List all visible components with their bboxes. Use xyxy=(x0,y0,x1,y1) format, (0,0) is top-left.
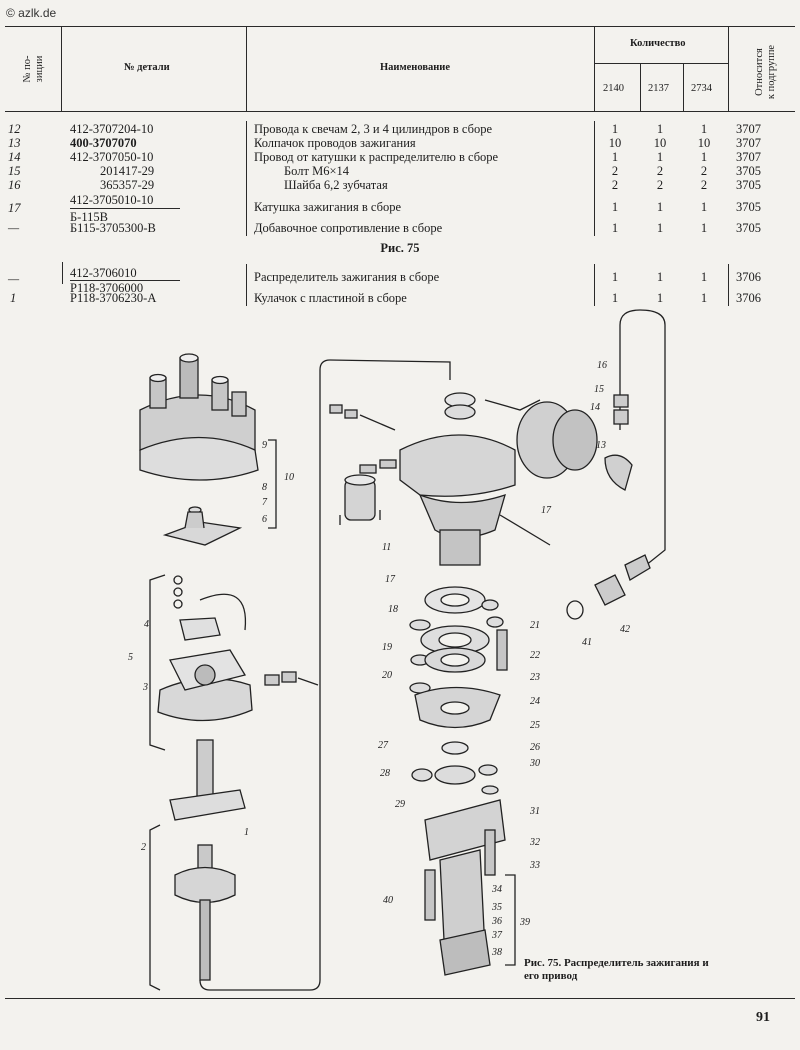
callout-5: 5 xyxy=(128,652,133,663)
callout-25: 25 xyxy=(530,720,540,731)
callout-26: 26 xyxy=(530,742,540,753)
callout-32: 32 xyxy=(530,837,540,848)
table-row: 17 412-3705010-10 Б-115В Катушка зажигания в сборе 1 1 1 3705 xyxy=(8,193,761,224)
figure-caption: Рис. 75. Распределитель зажигания и его привод xyxy=(524,957,709,982)
callout-36: 36 xyxy=(492,916,502,927)
callout-29: 29 xyxy=(395,799,405,810)
callout-2: 2 xyxy=(141,842,146,853)
callout-39: 39 xyxy=(520,917,530,928)
table-row: 13 400-3707070 Колпачок проводов зажигания 10 10 10 3707 xyxy=(8,136,761,150)
callout-13: 13 xyxy=(596,440,606,451)
callout-30: 30 xyxy=(530,758,540,769)
quantity-subrule xyxy=(594,63,728,64)
callout-4: 4 xyxy=(144,619,149,630)
callout-37: 37 xyxy=(492,930,502,941)
header-group: Относится к подгруппе xyxy=(754,44,777,100)
callout-31: 31 xyxy=(530,806,540,817)
header-quantity: Количество xyxy=(630,38,686,49)
callout-42: 42 xyxy=(620,624,630,635)
page-number: 91 xyxy=(756,1010,770,1025)
header-name: Наименование xyxy=(380,62,450,73)
table-row: — 412-3706010 Р118-3706000 Распределитель зажигания в сборе 1 1 1 3706 xyxy=(8,266,761,295)
header-model: 2137 xyxy=(648,83,669,94)
rotor-drawing xyxy=(165,507,240,545)
callout-16: 16 xyxy=(597,360,607,371)
callout-23: 23 xyxy=(530,672,540,683)
header-model: 2140 xyxy=(603,83,624,94)
table-row: 15 201417-29 Болт М6×14 2 2 2 3705 xyxy=(8,164,761,178)
callout-6: 6 xyxy=(262,514,267,525)
col-divider xyxy=(61,26,62,111)
callout-3: 3 xyxy=(143,682,148,693)
col-divider xyxy=(246,26,247,111)
callout-7: 7 xyxy=(262,497,267,508)
col-divider xyxy=(728,26,729,111)
shaft-drawing xyxy=(170,740,245,980)
distributor-body-drawing xyxy=(400,393,597,565)
callout-22: 22 xyxy=(530,650,540,661)
callout-19: 19 xyxy=(382,642,392,653)
callout-17b: 17 xyxy=(385,574,395,585)
callout-27: 27 xyxy=(378,740,388,751)
callout-1: 1 xyxy=(244,827,249,838)
section-title: Рис. 75 xyxy=(380,241,420,255)
distributor-exploded-diagram xyxy=(0,300,800,1000)
ignition-coil-drawing xyxy=(330,405,396,525)
callout-11: 11 xyxy=(382,542,392,553)
table-header-rule xyxy=(5,111,795,112)
table-row: 12 412-3707204-10 Провода к свечам 2, 3 и 4 цилиндров в сборе 1 1 1 3707 xyxy=(8,122,761,136)
table-row: 1 Р118-3706230-А Кулачок с пластиной в сборе 1 1 1 3706 xyxy=(10,291,761,305)
row-separator xyxy=(70,208,180,209)
callout-28: 28 xyxy=(380,768,390,779)
header-position: № по- зиции xyxy=(22,55,45,83)
table-top-rule xyxy=(5,26,795,27)
callout-10: 10 xyxy=(284,472,294,483)
footer-rule xyxy=(5,998,795,999)
header-part-number: № детали xyxy=(124,62,170,73)
callout-24: 24 xyxy=(530,696,540,707)
callout-41: 41 xyxy=(582,637,592,648)
callout-40: 40 xyxy=(383,895,393,906)
callout-38: 38 xyxy=(492,947,502,958)
watermark: © azlk.de xyxy=(6,6,57,20)
table-row: — Б115-3705300-В Добавочное сопротивление в сборе 1 1 1 3705 xyxy=(8,221,761,235)
col-divider xyxy=(640,63,641,111)
table-row: 14 412-3707050-10 Провод от катушки к распределителю в сборе 1 1 1 3707 xyxy=(8,150,761,164)
callout-18: 18 xyxy=(388,604,398,615)
breaker-plate-drawing xyxy=(158,576,318,721)
callout-8: 8 xyxy=(262,482,267,493)
callout-33: 33 xyxy=(530,860,540,871)
callout-15: 15 xyxy=(594,384,604,395)
row-separator xyxy=(70,280,180,281)
callout-17: 17 xyxy=(541,505,551,516)
callout-34: 34 xyxy=(492,884,502,895)
col-divider xyxy=(594,26,595,111)
header-model: 2734 xyxy=(691,83,712,94)
callout-35: 35 xyxy=(492,902,502,913)
table-row: 16 365357-29 Шайба 6,2 зубчатая 2 2 2 3705 xyxy=(8,178,761,192)
callout-14: 14 xyxy=(590,402,600,413)
col-divider xyxy=(683,63,684,111)
callout-20: 20 xyxy=(382,670,392,681)
distributor-cap-drawing xyxy=(140,354,258,480)
callout-9: 9 xyxy=(262,440,267,451)
callout-21: 21 xyxy=(530,620,540,631)
